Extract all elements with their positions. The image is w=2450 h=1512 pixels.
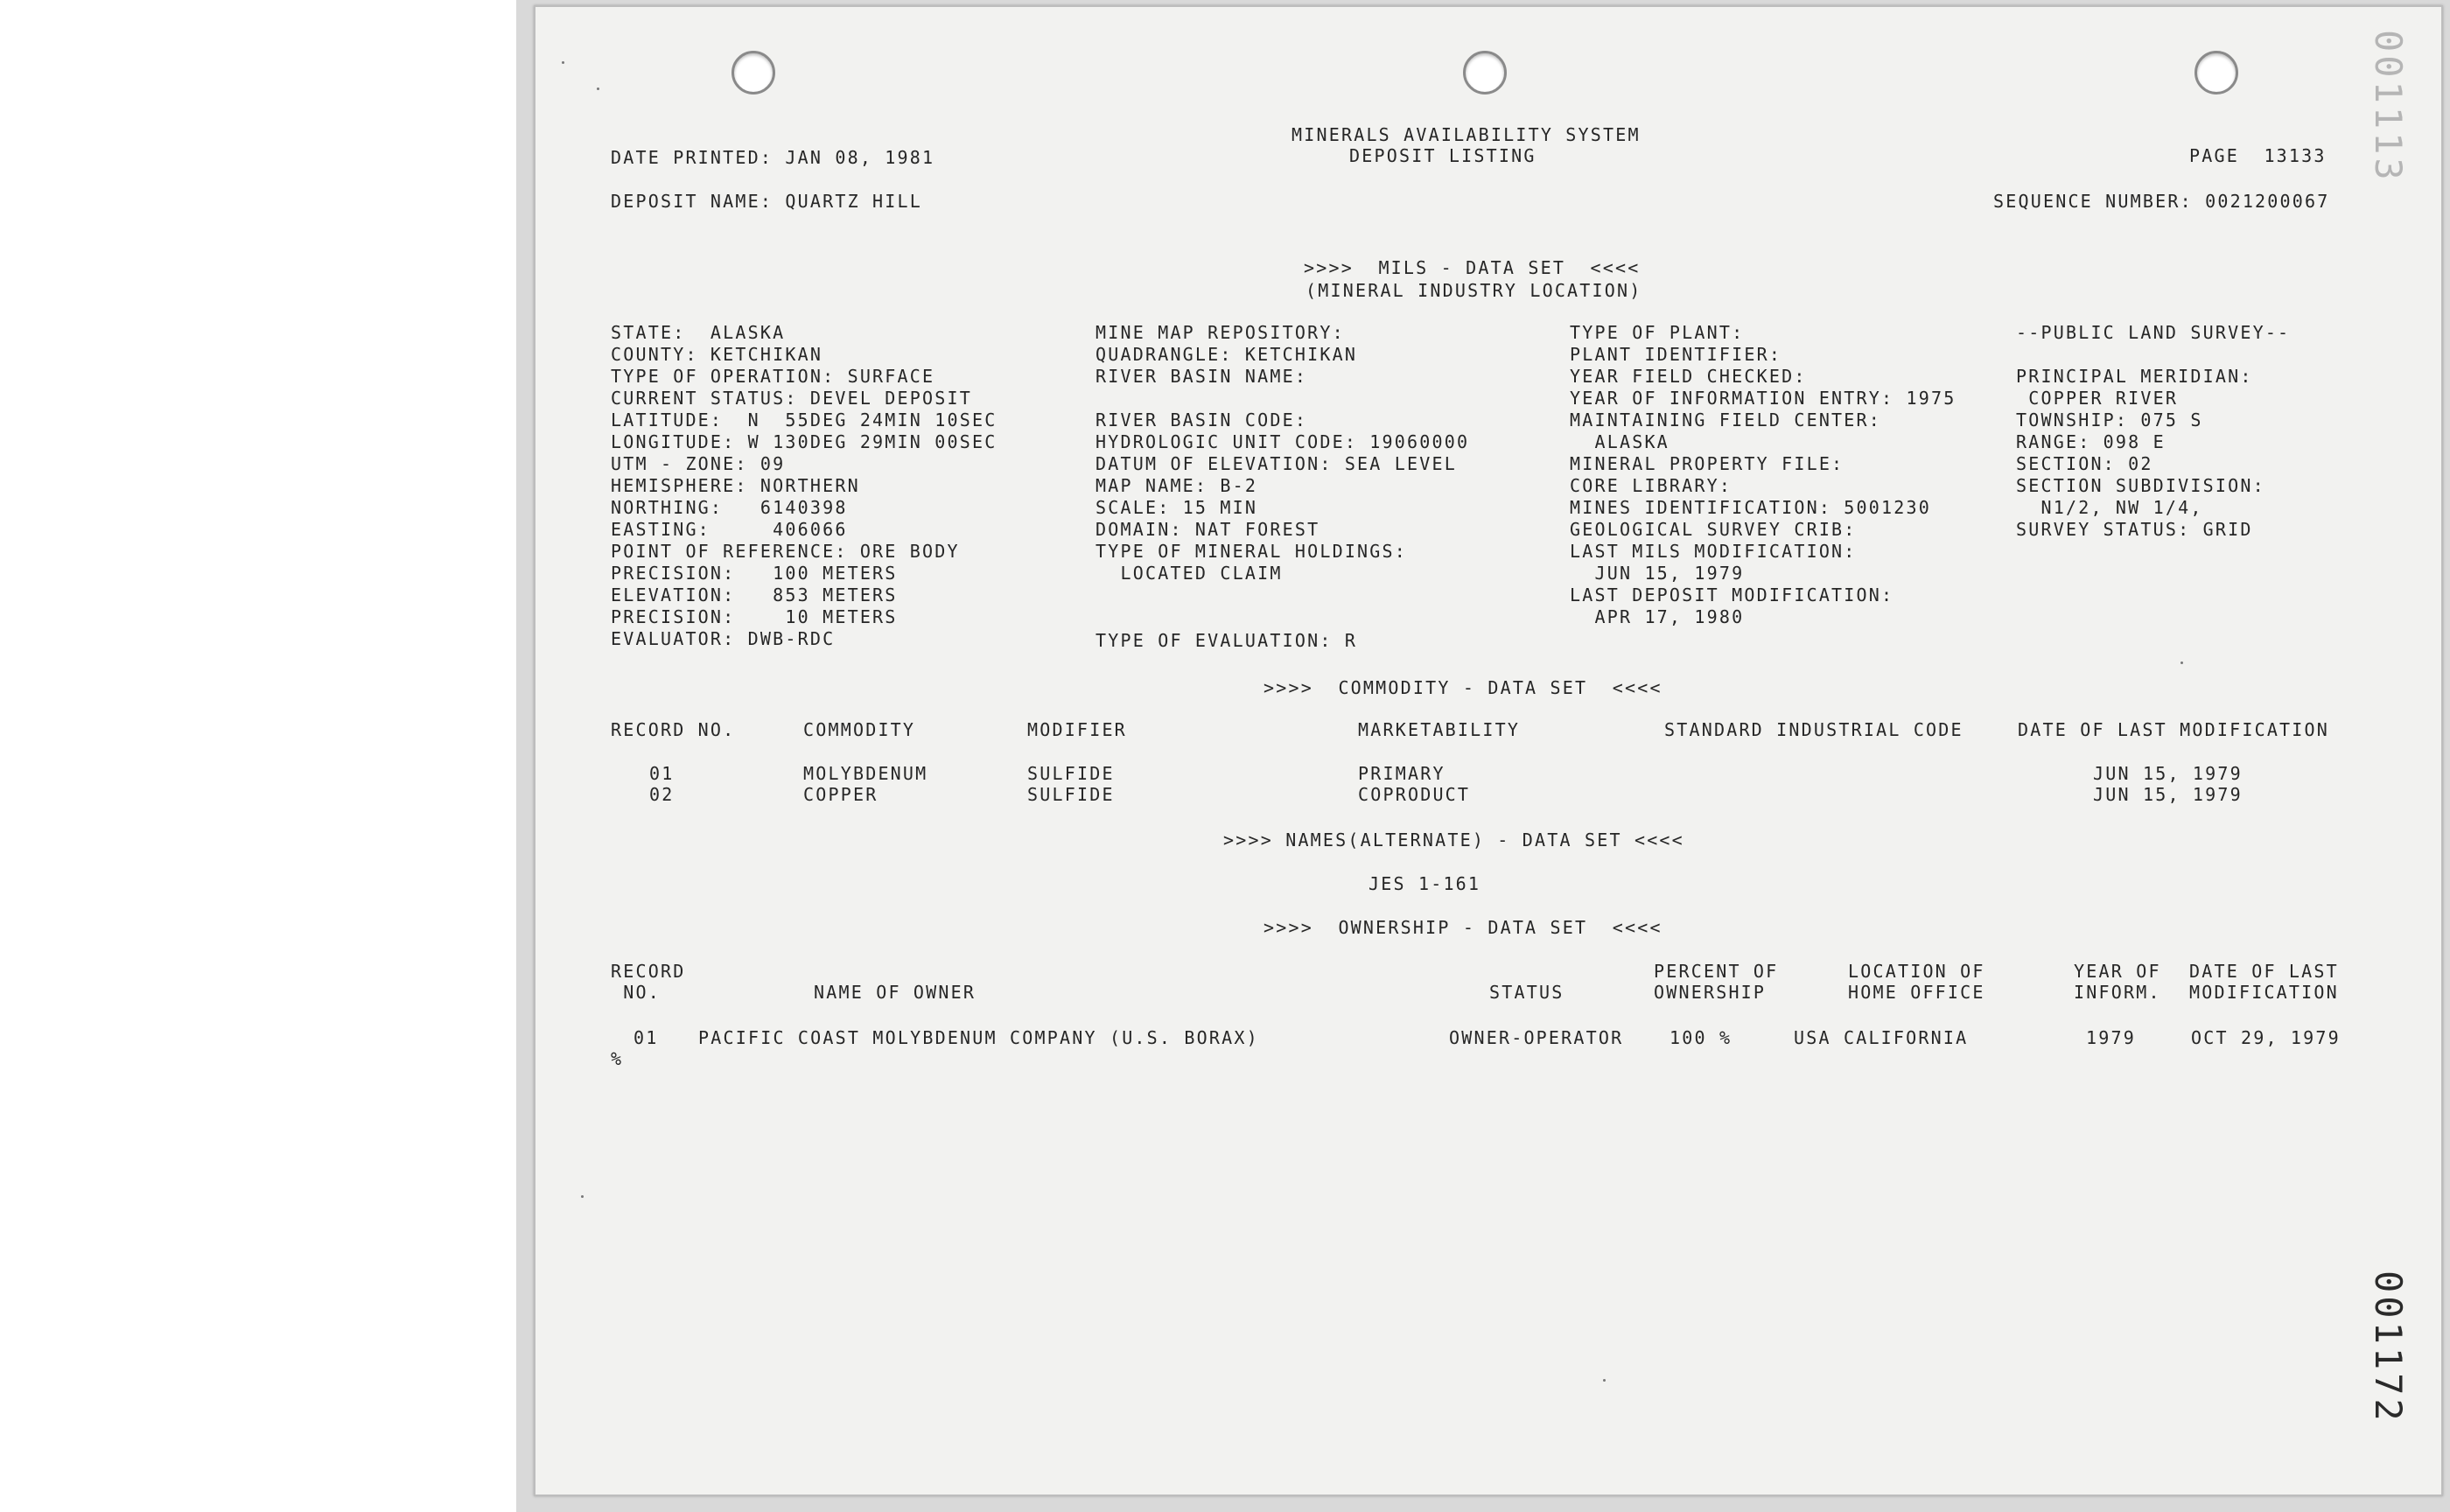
ownership-header-percent: PERCENT OF: [1654, 961, 1779, 982]
owner-percent: 100 %: [1670, 1027, 1732, 1048]
field-line: MINERAL PROPERTY FILE:: [1570, 453, 1844, 474]
field-line: HYDROLOGIC UNIT CODE: 19060000: [1096, 431, 1470, 452]
field-line: PRECISION: 10 METERS: [611, 606, 898, 627]
field-line: TYPE OF EVALUATION: R: [1096, 630, 1358, 651]
ownership-section-title: >>>> OWNERSHIP - DATA SET <<<<: [1264, 917, 1662, 938]
binder-hole-center: [1463, 51, 1507, 94]
scan-speck: [581, 1195, 584, 1198]
field-line: HEMISPHERE: NORTHERN: [611, 475, 860, 496]
ownership-header-status: STATUS: [1489, 982, 1564, 1003]
field-line: YEAR OF INFORMATION ENTRY: 1975: [1570, 388, 1956, 409]
field-line: ALASKA: [1570, 431, 1670, 452]
field-line: COPPER RIVER: [2016, 388, 2179, 409]
field-line: TYPE OF PLANT:: [1570, 322, 1745, 343]
commodity-record: 02: [649, 784, 675, 805]
date-printed: DATE PRINTED: JAN 08, 1981: [611, 147, 935, 168]
field-line: UTM - ZONE: 09: [611, 453, 786, 474]
commodity-header-commodity: COMMODITY: [803, 719, 916, 740]
field-line: CORE LIBRARY:: [1570, 475, 1732, 496]
field-line: SECTION SUBDIVISION:: [2016, 475, 2265, 496]
owner-date: OCT 29, 1979: [2191, 1027, 2341, 1048]
field-line: LATITUDE: N 55DEG 24MIN 10SEC: [611, 410, 998, 430]
field-line: DOMAIN: NAT FOREST: [1096, 519, 1320, 540]
sequence-number: SEQUENCE NUMBER: 0021200067: [1993, 191, 2330, 212]
owner-name: PACIFIC COAST MOLYBDENUM COMPANY (U.S. BORAX): [698, 1027, 1259, 1048]
field-line: ELEVATION: 853 METERS: [611, 584, 898, 606]
commodity-header-record: RECORD NO.: [611, 719, 736, 740]
commodity-marketability: COPRODUCT: [1358, 784, 1471, 805]
commodity-modifier: SULFIDE: [1027, 784, 1115, 805]
commodity-name: COPPER: [803, 784, 878, 805]
ownership-header-year: YEAR OF: [2074, 961, 2161, 982]
binder-hole-left: [732, 51, 775, 94]
field-line: TYPE OF MINERAL HOLDINGS:: [1096, 541, 1408, 562]
field-line: CURRENT STATUS: DEVEL DEPOSIT: [611, 388, 972, 409]
field-line: --PUBLIC LAND SURVEY--: [2016, 322, 2291, 343]
field-line: SURVEY STATUS: GRID: [2016, 519, 2253, 540]
field-line: YEAR FIELD CHECKED:: [1570, 366, 1807, 387]
commodity-section-title: >>>> COMMODITY - DATA SET <<<<: [1264, 677, 1662, 698]
names-section-title: >>>> NAMES(ALTERNATE) - DATA SET <<<<: [1223, 830, 1684, 850]
field-line: LAST MILS MODIFICATION:: [1570, 541, 1857, 562]
field-line: MINES IDENTIFICATION: 5001230: [1570, 497, 1931, 518]
field-line: RANGE: 098 E: [2016, 431, 2166, 452]
commodity-marketability: PRIMARY: [1358, 763, 1446, 784]
field-line: NORTHING: 6140398: [611, 497, 848, 518]
binder-hole-right: [2194, 51, 2238, 94]
field-line: EASTING: 406066: [611, 519, 848, 540]
commodity-name: MOLYBDENUM: [803, 763, 928, 784]
listing-title: DEPOSIT LISTING: [1349, 145, 1536, 166]
scan-speck: [2180, 662, 2183, 664]
field-line: LOCATED CLAIM: [1096, 563, 1283, 584]
alternate-name: JES 1-161: [1368, 873, 1481, 894]
system-title: MINERALS AVAILABILITY SYSTEM: [1292, 124, 1641, 145]
commodity-record: 01: [649, 763, 675, 784]
owner-location: USA CALIFORNIA: [1794, 1027, 1969, 1048]
commodity-modifier: SULFIDE: [1027, 763, 1115, 784]
margin-stamp-top: 001113: [2367, 30, 2410, 184]
field-line: DATUM OF ELEVATION: SEA LEVEL: [1096, 453, 1457, 474]
commodity-header-sic: STANDARD INDUSTRIAL CODE: [1664, 719, 1964, 740]
field-line: SECTION: 02: [2016, 453, 2153, 474]
field-line: JUN 15, 1979: [1570, 563, 1745, 584]
field-line: QUADRANGLE: KETCHIKAN: [1096, 344, 1358, 365]
mils-section-subtitle: (MINERAL INDUSTRY LOCATION): [1306, 280, 1642, 301]
field-line: TOWNSHIP: 075 S: [2016, 410, 2203, 430]
owner-year: 1979: [2086, 1027, 2136, 1048]
scan-speck: [597, 88, 599, 90]
margin-stamp-bottom: 001172: [2367, 1270, 2410, 1424]
mils-section-title: >>>> MILS - DATA SET <<<<: [1304, 257, 1641, 278]
ownership-header-record: NO.: [611, 982, 661, 1003]
field-line: STATE: ALASKA: [611, 322, 786, 343]
field-line: PRECISION: 100 METERS: [611, 563, 898, 584]
field-line: MINE MAP REPOSITORY:: [1096, 322, 1345, 343]
record-end-mark: %: [611, 1048, 624, 1069]
field-line: POINT OF REFERENCE: ORE BODY: [611, 541, 960, 562]
field-line: PLANT IDENTIFIER:: [1570, 344, 1782, 365]
scan-speck: [1603, 1379, 1606, 1382]
field-line: PRINCIPAL MERIDIAN:: [2016, 366, 2253, 387]
commodity-date: JUN 15, 1979: [2093, 763, 2243, 784]
ownership-header-date: DATE OF LAST: [2189, 961, 2339, 982]
commodity-header-date: DATE OF LAST MODIFICATION: [2018, 719, 2330, 740]
ownership-header-year: INFORM.: [2074, 982, 2161, 1003]
page-number: PAGE 13133: [2189, 145, 2327, 166]
field-line: RIVER BASIN CODE:: [1096, 410, 1308, 430]
scan-speck: [562, 61, 564, 64]
ownership-header-location: HOME OFFICE: [1848, 982, 1985, 1003]
field-line: APR 17, 1980: [1570, 606, 1745, 627]
field-line: N1/2, NW 1/4,: [2016, 497, 2203, 518]
field-line: GEOLOGICAL SURVEY CRIB:: [1570, 519, 1857, 540]
computer-printout-page: [534, 5, 2443, 1496]
field-line: MAP NAME: B-2: [1096, 475, 1258, 496]
commodity-header-modifier: MODIFIER: [1027, 719, 1127, 740]
field-line: LONGITUDE: W 130DEG 29MIN 00SEC: [611, 431, 998, 452]
ownership-header-name: NAME OF OWNER: [814, 982, 976, 1003]
field-line: RIVER BASIN NAME:: [1096, 366, 1308, 387]
commodity-header-marketability: MARKETABILITY: [1358, 719, 1521, 740]
ownership-header-location: LOCATION OF: [1848, 961, 1985, 982]
ownership-header-record: RECORD: [611, 961, 686, 982]
owner-record: 01: [634, 1027, 659, 1048]
field-line: SCALE: 15 MIN: [1096, 497, 1258, 518]
ownership-header-date: MODIFICATION: [2189, 982, 2339, 1003]
ownership-header-percent: OWNERSHIP: [1654, 982, 1767, 1003]
field-line: COUNTY: KETCHIKAN: [611, 344, 823, 365]
field-line: LAST DEPOSIT MODIFICATION:: [1570, 584, 1894, 606]
field-line: EVALUATOR: DWB-RDC: [611, 628, 836, 649]
commodity-date: JUN 15, 1979: [2093, 784, 2243, 805]
field-line: TYPE OF OPERATION: SURFACE: [611, 366, 935, 387]
field-line: MAINTAINING FIELD CENTER:: [1570, 410, 1882, 430]
owner-status: OWNER-OPERATOR: [1449, 1027, 1624, 1048]
deposit-name: DEPOSIT NAME: QUARTZ HILL: [611, 191, 923, 212]
